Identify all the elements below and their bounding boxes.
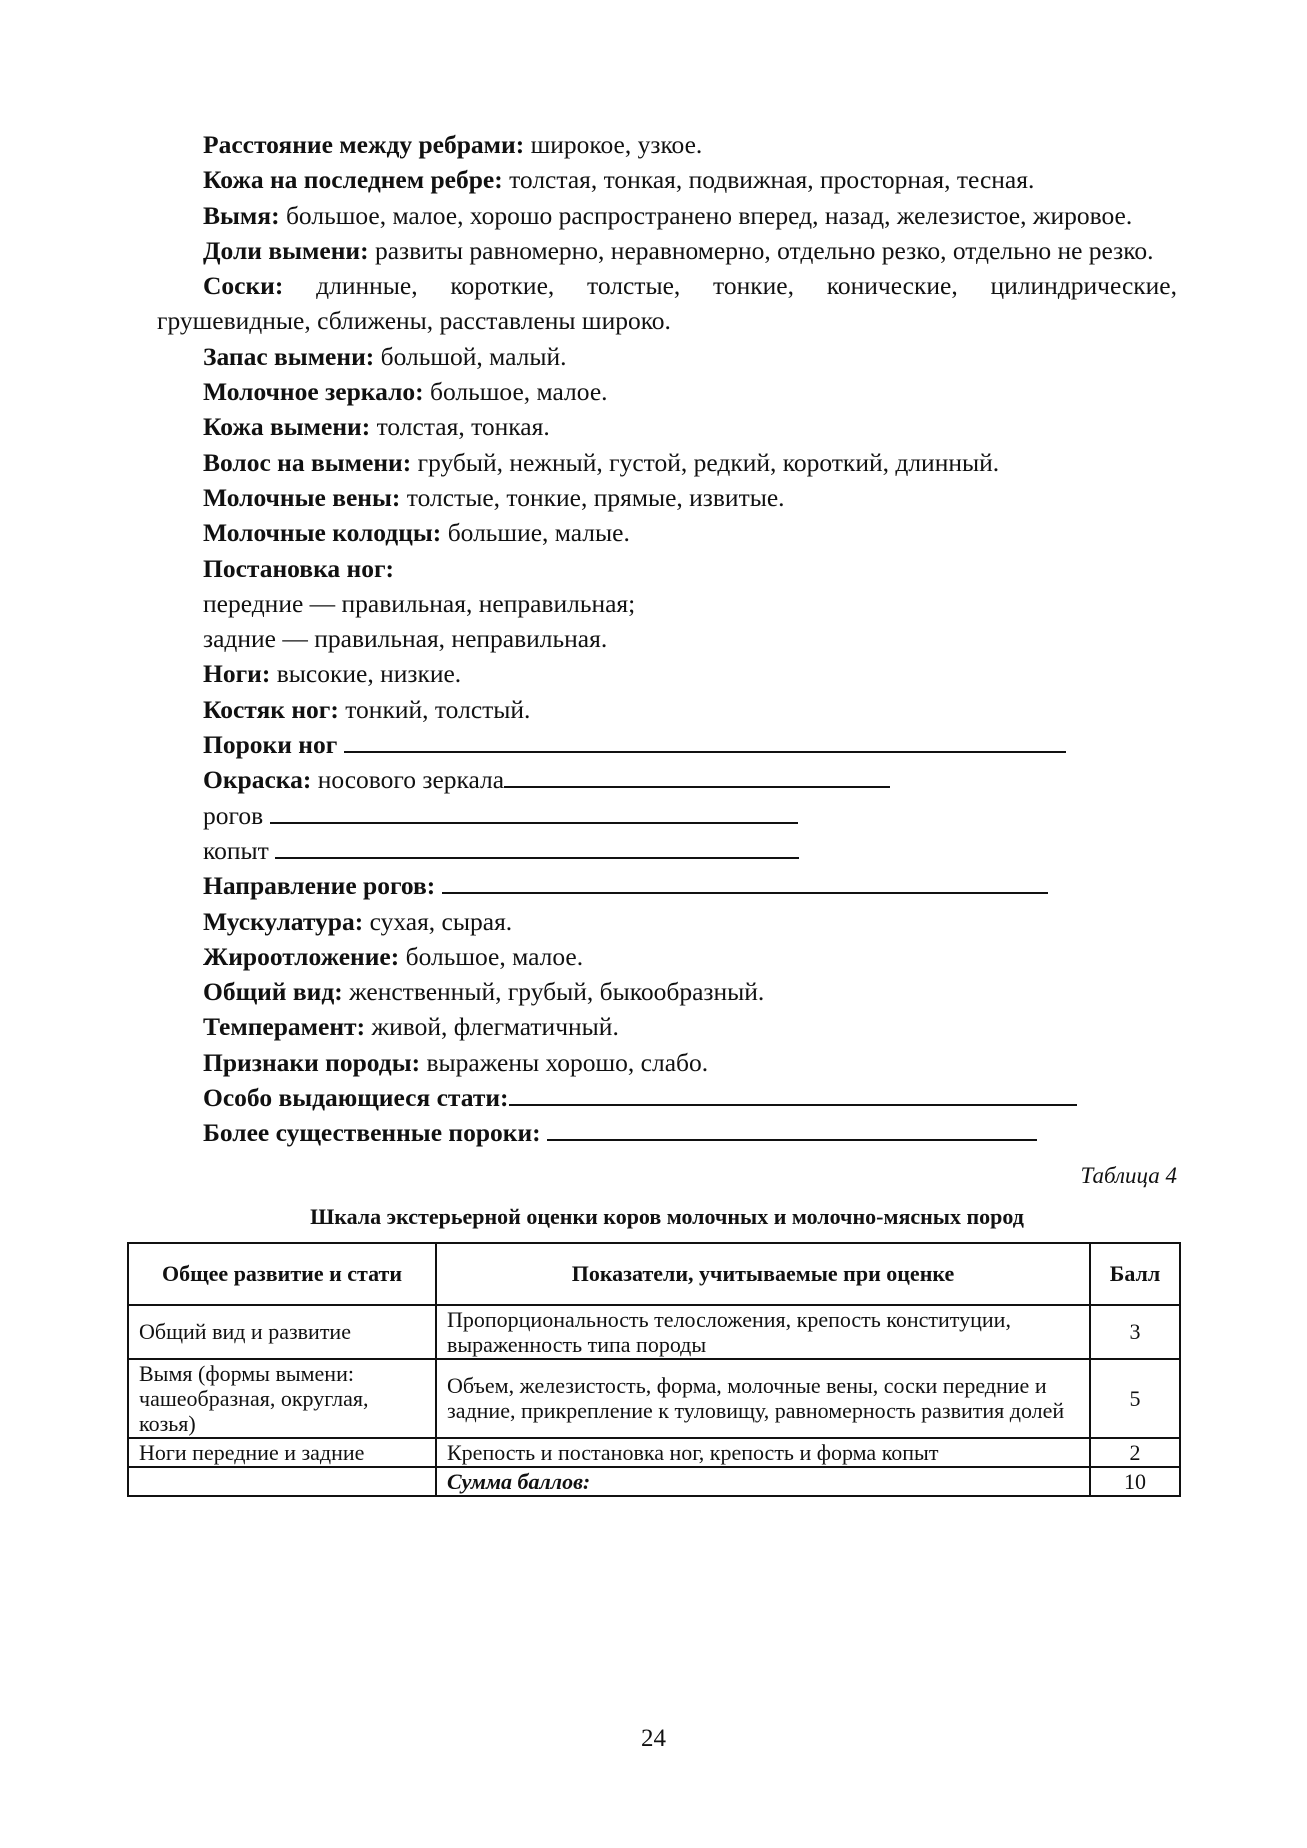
- table-row: [128, 1305, 1180, 1359]
- sum-value: 10: [1090, 1467, 1180, 1496]
- field-color-hooves: копыт: [157, 833, 1177, 868]
- row-score: 2: [1090, 1438, 1180, 1467]
- nose-color-blank[interactable]: [504, 762, 890, 788]
- table-row: [128, 1438, 1180, 1467]
- page-number: 24: [641, 1725, 666, 1752]
- field-horn-direction: Направление рогов:: [157, 868, 1177, 903]
- table-title: Шкала экстерьерной оценки коров молочных и молочно-мясных пород: [310, 1203, 1024, 1229]
- field-hind-legs: задние — правильная, неправильная.: [203, 624, 608, 654]
- horn-color-blank[interactable]: [270, 798, 798, 824]
- row-indicators: Крепость и постановка ног, крепость и форма копыт: [436, 1438, 1090, 1467]
- hoof-color-blank[interactable]: [275, 833, 799, 859]
- field-color-nose: Окраска: носового зеркала: [157, 762, 1177, 797]
- table-row: [128, 1359, 1180, 1438]
- field-color-horns: рогов: [157, 798, 1177, 833]
- field-milk-veins: Молочные вены: толстые, тонкие, прямые, извитые.: [203, 482, 785, 512]
- field-last-rib-skin: Кожа на последнем ребре: толстая, тонкая, подвижная, просторная, тесная.: [203, 165, 1035, 195]
- leg-defects-blank[interactable]: [344, 727, 1066, 753]
- field-leg-stance: Постановка ног:: [203, 553, 395, 583]
- sum-empty-cell: [128, 1467, 436, 1496]
- horn-direction-blank[interactable]: [442, 868, 1048, 894]
- field-musculature: Мускулатура: сухая, сырая.: [203, 906, 513, 936]
- field-front-legs: передние — правильная, неправильная;: [203, 588, 636, 618]
- field-fat-deposition: Жироотложение: большое, малое.: [203, 941, 584, 971]
- row-category: Общий вид и развитие: [128, 1305, 436, 1359]
- row-score: 5: [1090, 1359, 1180, 1438]
- row-category: Вымя (формы вымени: чашеобразная, округлая, козья): [128, 1359, 436, 1438]
- field-temperament: Темперамент: живой, флегматичный.: [203, 1012, 619, 1042]
- page-content: [139, 127, 1177, 1497]
- scoring-table: [127, 1242, 1181, 1497]
- field-leg-bones: Костяк ног: тонкий, толстый.: [203, 694, 531, 724]
- table-header-row: [128, 1243, 1180, 1305]
- field-udder: Вымя: большое, малое, хорошо распространено вперед, назад, железистое, жировое.: [203, 200, 1133, 230]
- field-teats: Соски: длинные, короткие, толстые, тонкие, конические, цилиндрические, грушевидные, сближены, расставлены широко.: [157, 271, 1177, 336]
- table-sum-row: [128, 1467, 1180, 1496]
- major-defects-blank[interactable]: [547, 1115, 1037, 1141]
- row-indicators: Пропорциональность телосложения, крепость конституции, выраженность типа породы: [436, 1305, 1090, 1359]
- sum-label: Сумма баллов:: [436, 1467, 1090, 1496]
- header-score: Балл: [1090, 1243, 1180, 1305]
- field-rib-spacing: Расстояние между ребрами: широкое, узкое.: [203, 130, 703, 159]
- outstanding-traits-blank[interactable]: [509, 1080, 1077, 1106]
- field-legs: Ноги: высокие, низкие.: [203, 659, 462, 689]
- field-udder-hair: Волос на вымени: грубый, нежный, густой, редкий, короткий, длинный.: [203, 447, 1000, 477]
- row-score: 3: [1090, 1305, 1180, 1359]
- field-general-appearance: Общий вид: женственный, грубый, быкообразный.: [203, 977, 765, 1007]
- table-caption: Таблица 4: [1080, 1162, 1177, 1188]
- header-indicators: Показатели, учитываемые при оценке: [436, 1243, 1090, 1305]
- field-udder-reserve: Запас вымени: большой, малый.: [203, 341, 567, 371]
- field-udder-lobes: Доли вымени: развиты равномерно, неравномерно, отдельно резко, отдельно не резко.: [203, 235, 1154, 265]
- row-indicators: Объем, железистость, форма, молочные вены, соски передние и задние, прикрепление к туловищу, равномерность развития долей: [436, 1359, 1090, 1438]
- field-leg-defects: Пороки ног: [157, 727, 1177, 762]
- field-breed-traits: Признаки породы: выражены хорошо, слабо.: [203, 1047, 709, 1077]
- field-udder-skin: Кожа вымени: толстая, тонкая.: [203, 412, 550, 442]
- field-outstanding-traits: Особо выдающиеся стати:: [157, 1080, 1177, 1115]
- header-category: Общее развитие и стати: [128, 1243, 436, 1305]
- field-major-defects: Более существенные пороки:: [157, 1115, 1177, 1150]
- row-category: Ноги передние и задние: [128, 1438, 436, 1467]
- field-milk-mirror: Молочное зеркало: большое, малое.: [203, 377, 608, 407]
- field-milk-wells: Молочные колодцы: большие, малые.: [203, 518, 630, 548]
